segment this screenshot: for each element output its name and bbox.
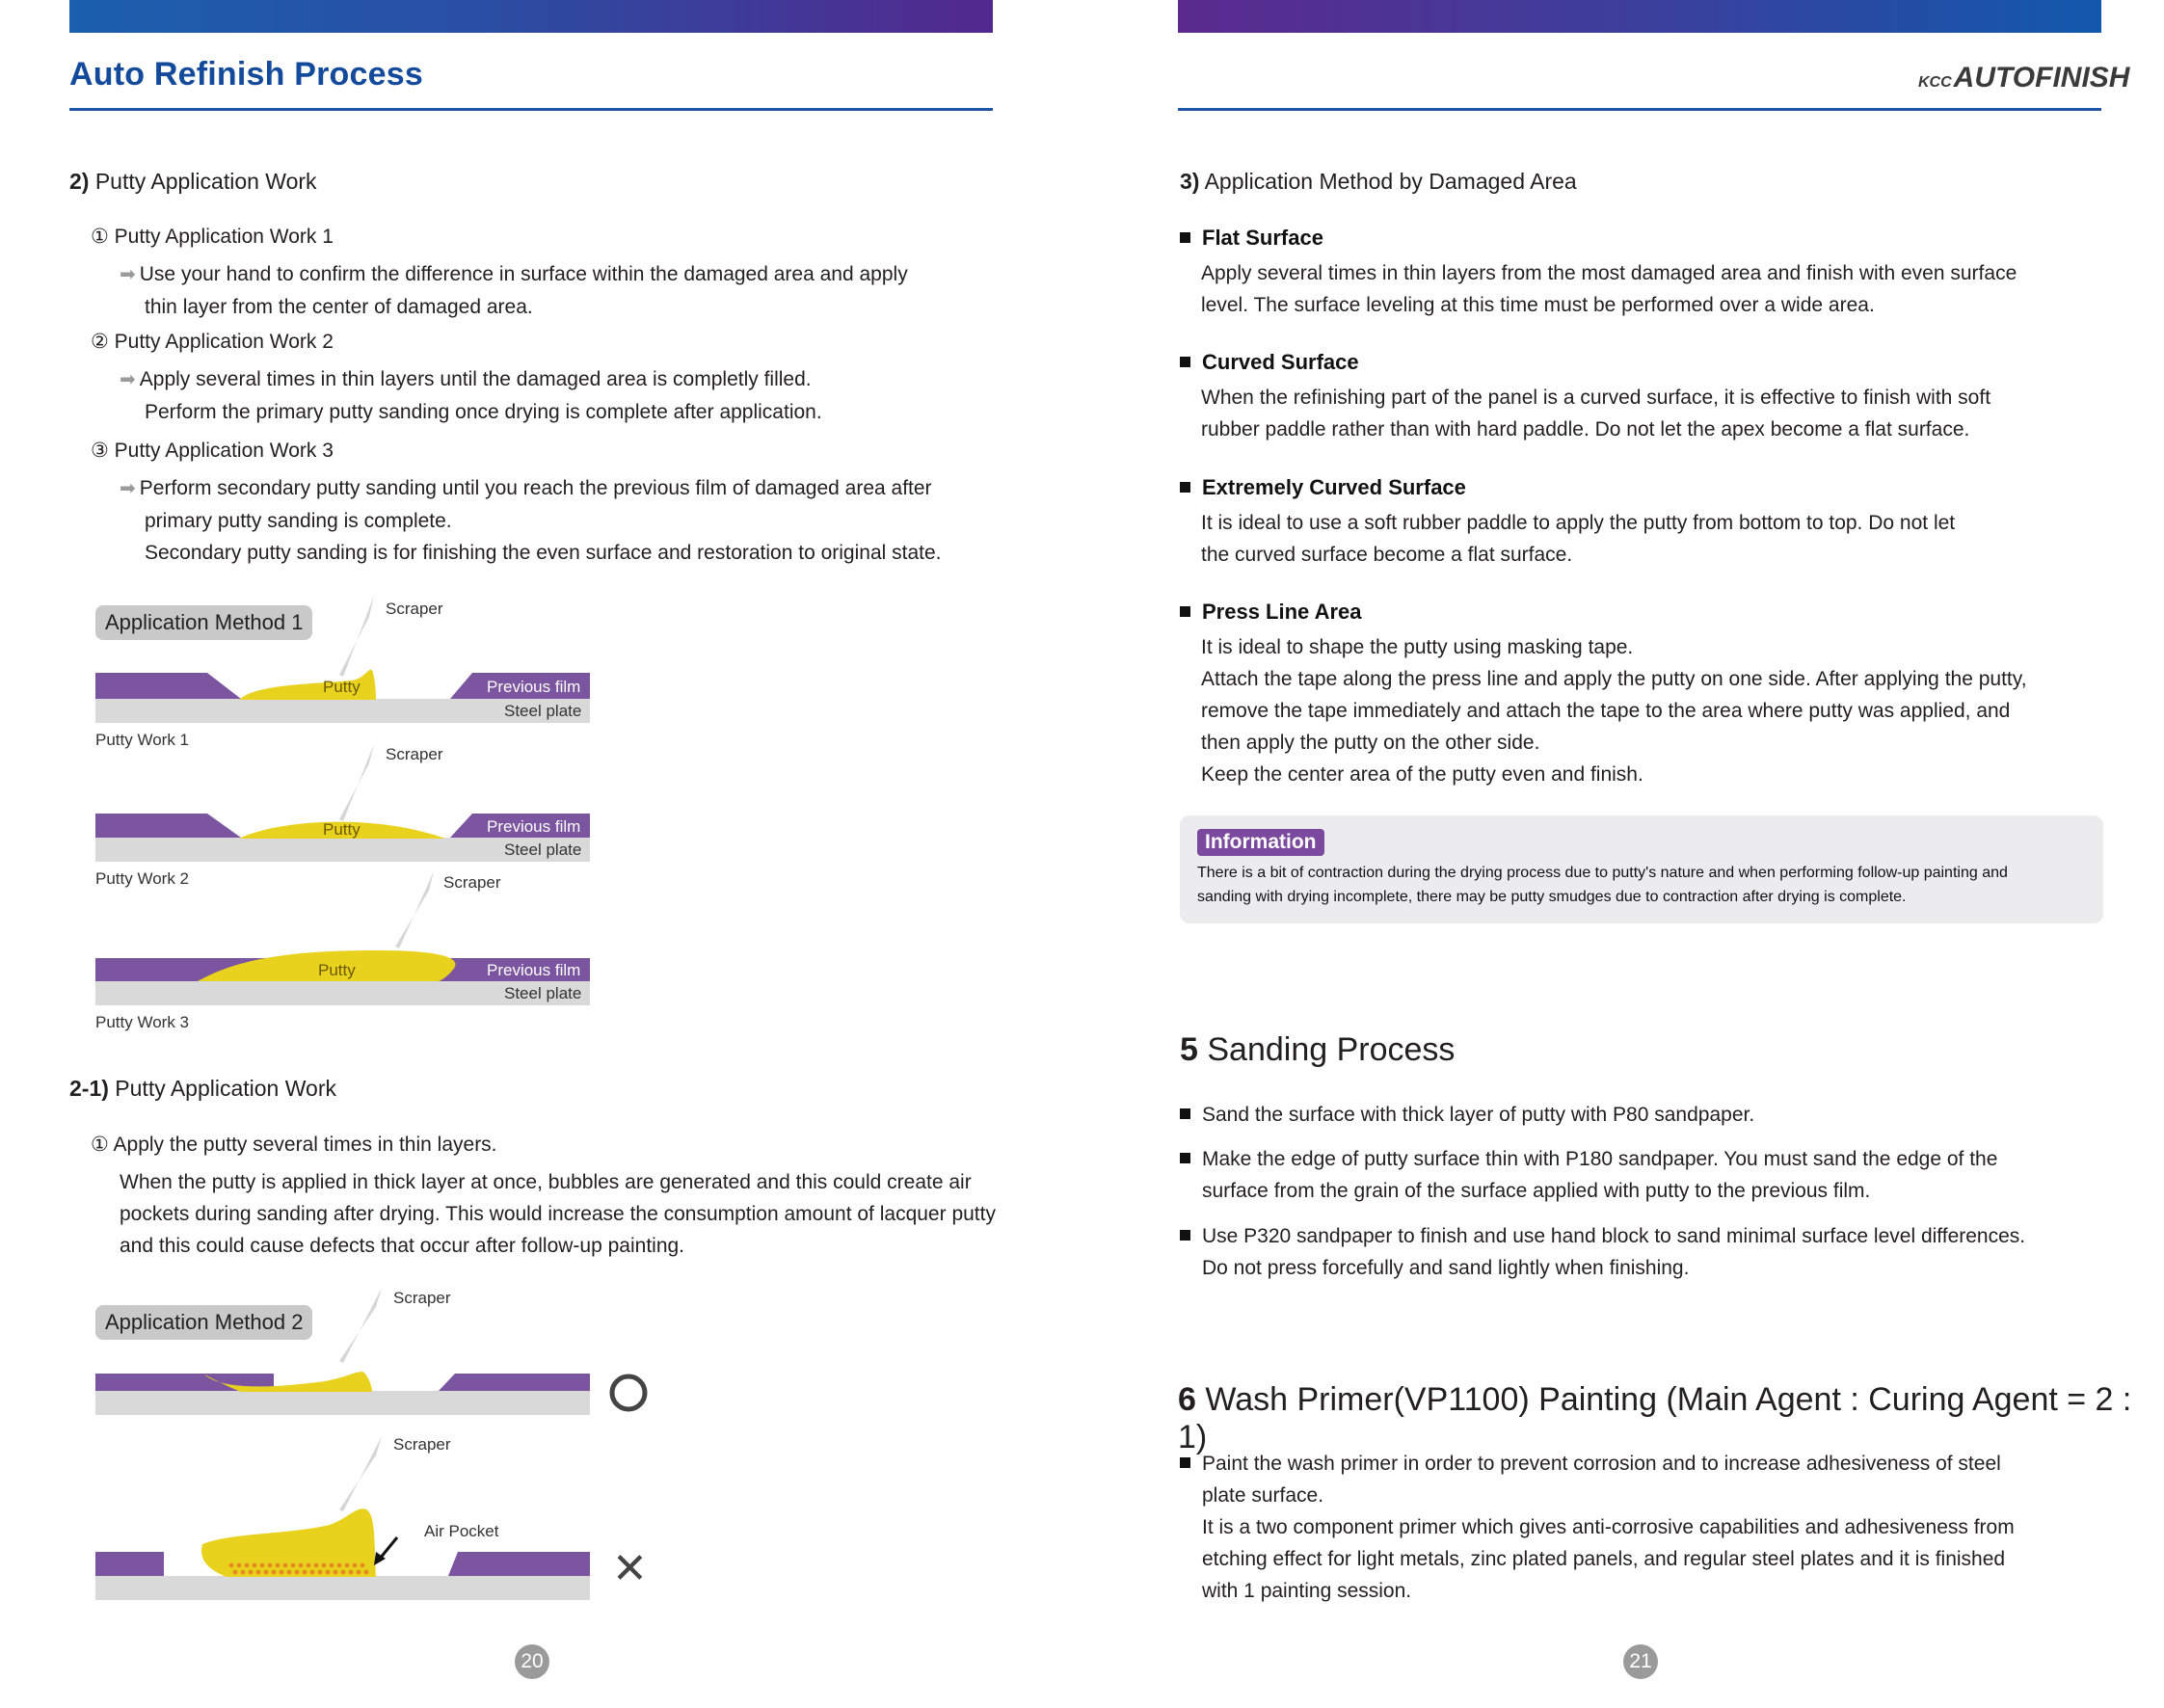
information-tag: Information bbox=[1197, 829, 1324, 856]
film-right-ng bbox=[448, 1552, 590, 1576]
scraper-blade-2 bbox=[339, 744, 374, 821]
right-title-rule bbox=[1178, 108, 2101, 111]
square-bullet-icon bbox=[1180, 1230, 1190, 1241]
square-bullet-icon bbox=[1180, 1153, 1190, 1163]
putty-label-2: Putty bbox=[323, 820, 361, 839]
flat-surface-heading: Flat Surface bbox=[1180, 226, 1323, 251]
putty-label-3: Putty bbox=[318, 961, 356, 979]
thin-layers-item: ① Apply the putty several times in thin layers. bbox=[91, 1134, 497, 1156]
left-header-bar bbox=[69, 0, 993, 33]
putty-work-1-label: ① Putty Application Work 1 bbox=[91, 226, 334, 248]
putty-ng bbox=[201, 1508, 376, 1577]
flat-surface-text: Apply several times in thin layers from the most damaged area and finish with even surface level. The surface leveling at this time must be performed over a wide area. bbox=[1201, 262, 2017, 316]
putty-work-2-label: ② Putty Application Work 2 bbox=[91, 331, 334, 353]
thin-layers-text: When the putty is applied in thick layer at once, bubbles are generated and this could create air pockets during sanding after drying. This would increase the consumption amount of lacquer putty and this could cause defects that occur after follow-up painting. bbox=[120, 1171, 996, 1257]
arrow-right-icon: ➡ bbox=[120, 264, 136, 285]
putty-work-3-caption: Putty Work 3 bbox=[95, 1013, 189, 1031]
right-header-bar bbox=[1178, 0, 2101, 33]
section-5-heading bbox=[1180, 1031, 1455, 1069]
putty-work-2-figure bbox=[95, 744, 590, 888]
section-3-number: 3) bbox=[1180, 169, 1200, 194]
scraper-blade-3 bbox=[395, 871, 434, 948]
film-right-ok bbox=[439, 1374, 590, 1391]
logo-prefix: KCC bbox=[1918, 74, 1952, 91]
section-6-number: 6 bbox=[1178, 1381, 1196, 1418]
section-2-1-heading bbox=[69, 1076, 336, 1102]
steel-plate-label-1: Steel plate bbox=[504, 702, 582, 720]
section-2-heading bbox=[69, 169, 317, 195]
press-line-area-text: It is ideal to shape the putty using masking tape. Attach the tape along the press line and apply the putty on one side. After applying the putty, remove the tape immediately and attach the tape to the area where putty was applied, and then apply the putty on the other side. Keep the center area of the putty even and finish. bbox=[1201, 636, 2027, 786]
page-number-21: 21 bbox=[1623, 1644, 1658, 1679]
square-bullet-icon bbox=[1180, 1457, 1190, 1468]
sanding-bullet-2: Make the edge of putty surface thin with P180 sandpaper. You must sand the edge of the surface from the grain of the surface applied with putty to the previous film. bbox=[1180, 1143, 2103, 1207]
information-text: There is a bit of contraction during the drying process due to putty's nature and when performing follow-up painting and sanding with drying incomplete, there may be putty smudges due to contraction after drying is complete. bbox=[1197, 865, 2008, 905]
arrow-right-icon: ➡ bbox=[120, 369, 136, 390]
incorrect-application-figure bbox=[95, 1435, 648, 1600]
section-2-title: Putty Application Work bbox=[94, 169, 317, 194]
putty-work-2-text: ➡ Apply several times in thin layers until the damaged area is completly filled. Perform the primary putty sanding once drying is complete after application. bbox=[120, 368, 822, 423]
section-6-title: Wash Primer(VP1100) Painting (Main Agent : Curing Agent = 2 : 1) bbox=[1178, 1381, 2132, 1455]
steel-plate-label-2: Steel plate bbox=[504, 841, 582, 859]
scraper-blade-ng bbox=[339, 1436, 382, 1511]
square-bullet-icon bbox=[1180, 357, 1190, 367]
section-2-number: 2) bbox=[69, 169, 90, 194]
putty-work-3-label: ③ Putty Application Work 3 bbox=[91, 440, 334, 462]
scraper-label-ng: Scraper bbox=[393, 1435, 451, 1454]
left-title-rule bbox=[69, 108, 993, 111]
application-method-1-diagram bbox=[87, 588, 627, 1041]
putty-work-2-caption: Putty Work 2 bbox=[95, 869, 189, 888]
scraper-label-2: Scraper bbox=[386, 745, 443, 763]
previous-film-label-3: Previous film bbox=[487, 961, 581, 979]
wash-primer-text: Paint the wash primer in order to prevent corrosion and to increase adhesiveness of steel plate surface. It is a two component primer which gives anti-corrosive capabilities and adhesiveness from etching effect for light metals, zinc plated panels, and regular steel plates and it is finished with 1 painting session. bbox=[1180, 1448, 2103, 1607]
application-method-2-label: Application Method 2 bbox=[95, 1305, 312, 1340]
putty-label-1: Putty bbox=[323, 678, 361, 696]
incorrect-mark-icon: ✕ bbox=[612, 1545, 648, 1592]
scraper-blade-ok bbox=[339, 1288, 382, 1363]
previous-film-label-2: Previous film bbox=[487, 817, 581, 836]
sanding-bullet-1: Sand the surface with thick layer of putty with P80 sandpaper. bbox=[1180, 1099, 2103, 1131]
air-pocket-label: Air Pocket bbox=[424, 1522, 499, 1540]
kcc-autofinish-logo bbox=[1918, 62, 2129, 94]
section-2-1-title: Putty Application Work bbox=[115, 1076, 336, 1101]
section-6-heading bbox=[1178, 1381, 2164, 1456]
extremely-curved-surface-heading: Extremely Curved Surface bbox=[1180, 475, 1466, 500]
square-bullet-icon bbox=[1180, 232, 1190, 243]
extremely-curved-surface-text: It is ideal to use a soft rubber paddle to apply the putty from bottom to top. Do not let the curved surface become a flat surface. bbox=[1201, 512, 1956, 566]
arrow-right-icon: ➡ bbox=[120, 478, 136, 499]
sanding-bullet-3: Use P320 sandpaper to finish and use hand block to sand minimal surface level differences. Do not press forcefully and sand lightly when finishing. bbox=[1180, 1220, 2103, 1284]
putty-work-3-text: ➡ Perform secondary putty sanding until you reach the previous film of damaged area after primary putty sanding is complete. Secondary putty sanding is for finishing the even surface and restoration to original state. bbox=[120, 477, 942, 564]
correct-application-figure bbox=[95, 1288, 645, 1415]
previous-film-label-1: Previous film bbox=[487, 678, 581, 696]
putty-work-1-caption: Putty Work 1 bbox=[95, 731, 189, 749]
section-3-title: Application Method by Damaged Area bbox=[1204, 169, 1577, 194]
page-number-20: 20 bbox=[515, 1644, 549, 1679]
steel-plate-ng bbox=[95, 1576, 590, 1600]
scraper-label-1: Scraper bbox=[386, 600, 443, 618]
steel-plate-label-3: Steel plate bbox=[504, 984, 582, 1002]
section-2-1-number: 2-1) bbox=[69, 1076, 109, 1101]
section-5-title: Sanding Process bbox=[1207, 1031, 1456, 1068]
putty-work-1-figure bbox=[95, 596, 590, 749]
page-title: Auto Refinish Process bbox=[69, 56, 423, 93]
application-method-2-diagram bbox=[87, 1282, 665, 1610]
square-bullet-icon bbox=[1180, 1108, 1190, 1119]
putty-work-3-figure bbox=[95, 871, 590, 1031]
film-left-2 bbox=[95, 814, 241, 838]
ok-mark-text: O bbox=[628, 1400, 629, 1401]
correct-mark-icon bbox=[612, 1376, 645, 1409]
putty-work-1-text: ➡ Use your hand to confirm the difference in surface within the damaged area and apply thin layer from the center of damaged area. bbox=[120, 263, 908, 318]
section-3-heading bbox=[1180, 169, 1577, 195]
curved-surface-text: When the refinishing part of the panel is a curved surface, it is effective to finish with soft rubber paddle rather than with hard paddle. Do not let the apex become a flat surface. bbox=[1201, 387, 1991, 440]
scraper-label-ok: Scraper bbox=[393, 1289, 451, 1307]
press-line-area-heading: Press Line Area bbox=[1180, 600, 1362, 625]
film-left-1 bbox=[95, 673, 241, 699]
application-method-1-label: Application Method 1 bbox=[95, 605, 312, 640]
curved-surface-heading: Curved Surface bbox=[1180, 350, 1359, 375]
scraper-blade-1 bbox=[339, 596, 374, 677]
square-bullet-icon bbox=[1180, 606, 1190, 617]
film-left-ng bbox=[95, 1552, 164, 1576]
steel-plate-ok bbox=[95, 1391, 590, 1415]
square-bullet-icon bbox=[1180, 482, 1190, 493]
logo-text: AUTOFINISH bbox=[1953, 62, 2130, 93]
section-5-number: 5 bbox=[1180, 1031, 1198, 1068]
scraper-label-3: Scraper bbox=[443, 873, 501, 892]
air-pocket-arrow bbox=[380, 1537, 397, 1559]
